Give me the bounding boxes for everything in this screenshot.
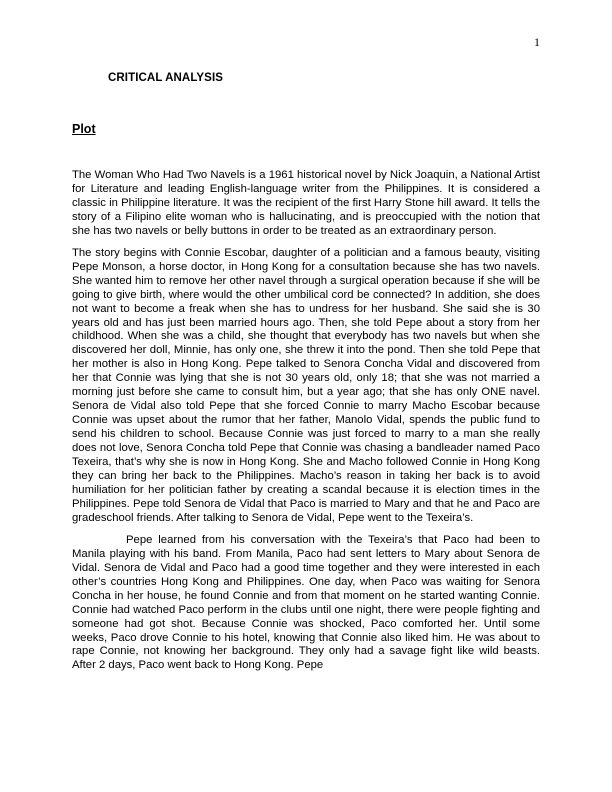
paragraph-story: The story begins with Connie Escobar, daughter of a politician and a famous beauty, visiting Pepe Monson, a horse doctor, in Hong Kong for a consultation because she has two navels. She wanted him to remove her other navel through a surgical operation because if she will be going to give birth, where would the other umbilical cord be connected? In addition, she does not want to become a freak when she has to undress for her husband. She said she is 30 years old and has just been married hours ago. Then, she told Pepe about a story from her childhood. When she was a child, she thought that everybody has two navels but when she discovered her doll, Minnie, has only one, she threw it into the pond. Then she told Pepe that her mother is also in Hong Kong. Pepe talked to Senora Concha Vidal and discovered from her that Connie was lying that she is not 30 years old, only 18; that she was not married a morning just before she came to consult him, but a year ago; that she has only ONE navel. Senora de Vidal also told Pepe that she forced Connie to marry Macho Escobar because Connie was upset about the rumor that her father, Manolo Vidal, spends the public fund to send his children to school. Because Connie was just forced to marry to a man she really does not love, Senora Concha told Pepe that Connie was chasing a bandleader named Paco Texeira, that’s why she is now in Hong Kong. She and Macho followed Connie in Hong Kong they can bring her back to the Philippines. Macho’s reason in taking her back is to avoid humiliation for her politician father by creating a scandal because it is election times in the Philippines. Pepe told Senora de Vidal that Paco is married to Mary and that he and Paco are gradeschool friends. After talking to Senora de Vidal, Pepe went to the Texeira’s. [72,246,540,524]
body-text [72,169,540,681]
page-number: 1 [534,35,540,49]
paragraph-intro: The Woman Who Had Two Navels is a 1961 historical novel by Nick Joaquin, a National Artist for Literature and leading English-language writer from the Philippines. It is considered a classic in Philippine literature. It was the recipient of the first Harry Stone hill award. It tells the story of a Filipino elite woman who is hallucinating, and is preoccupied with the notion that she has two navels or belly buttons in order to be treated as an extraordinary person. [72,169,540,237]
document-title: CRITICAL ANALYSIS [108,72,224,84]
paragraph-texeira: Pepe learned from his conversation with the Texeira’s that Paco had been to Manila playing with his band. From Manila, Paco had sent letters to Mary about Senora de Vidal. Senora de Vidal and Paco had a good time together and they were interested in each other’s countries Hong Kong and Philippines. One day, when Paco was waiting for Senora Concha in her house, he found Connie and from that moment on he started wanting Connie. Connie had watched Paco perform in the clubs until one night, there were people fighting and someone had got shot. Because Connie was shocked, Paco comforted her. Until some weeks, Paco drove Connie to his hotel, knowing that Connie also liked him. He was about to rape Connie, not knowing her background. They only had a savage fight like wild beasts. After 2 days, Paco went back to Hong Kong. Pepe [72,533,540,672]
section-heading-plot: Plot [72,122,96,136]
